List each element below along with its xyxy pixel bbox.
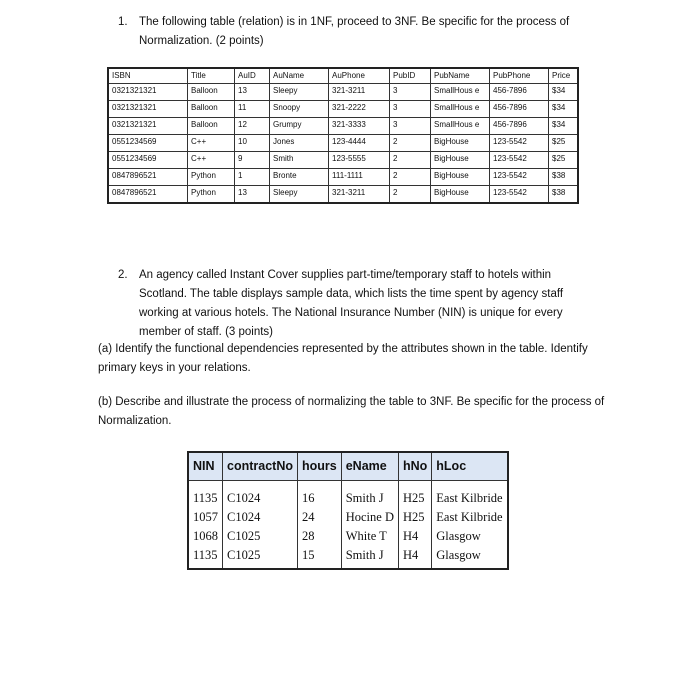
table-cell: 123-5542: [490, 135, 549, 152]
header-cell: AuName: [270, 68, 329, 84]
table-cell: Glasgow: [432, 546, 508, 569]
spacer-cell: [188, 481, 223, 490]
table-cell: 456-7896: [490, 101, 549, 118]
question-2-part-a: (a) Identify the functional dependencies represented by the attributes shown in the table. Identify primary keys in your relations.: [98, 343, 588, 374]
table-cell: Grumpy: [270, 118, 329, 135]
question-1-number: 1.: [118, 16, 128, 28]
table-row: [108, 169, 578, 186]
table-cell: Smith J: [341, 489, 398, 508]
table-cell: 2: [390, 169, 431, 186]
table-cell: 1068: [188, 527, 223, 546]
table-cell: Jones: [270, 135, 329, 152]
table-cell: $34: [549, 101, 579, 118]
table-cell: 10: [235, 135, 270, 152]
table-cell: Bronte: [270, 169, 329, 186]
table-cell: 0847896521: [108, 169, 188, 186]
table-cell: $25: [549, 152, 579, 169]
header-cell: Title: [188, 68, 235, 84]
table-cell: 1135: [188, 489, 223, 508]
table-row: [188, 489, 508, 508]
table-cell: 1135: [188, 546, 223, 569]
table-cell: 321-3211: [329, 84, 390, 101]
spacer-row: [188, 481, 508, 490]
header-cell: NIN: [188, 452, 223, 481]
header-cell: PubID: [390, 68, 431, 84]
header-cell: PubName: [431, 68, 490, 84]
table-row: [108, 186, 578, 204]
table-cell: Smith J: [341, 546, 398, 569]
table-cell: Python: [188, 169, 235, 186]
table-cell: 9: [235, 152, 270, 169]
table-cell: Balloon: [188, 101, 235, 118]
table-cell: 0847896521: [108, 186, 188, 204]
table-cell: $38: [549, 169, 579, 186]
spacer-cell: [223, 481, 298, 490]
table-cell: Smith: [270, 152, 329, 169]
table-cell: $34: [549, 84, 579, 101]
question-2-number: 2.: [118, 269, 128, 281]
table-row: [108, 84, 578, 101]
question-2-part-b: (b) Describe and illustrate the process of normalizing the table to 3NF. Be specific for the process of Normalization.: [98, 396, 605, 427]
header-cell: Price: [549, 68, 579, 84]
staff-table-header-row: [188, 452, 508, 481]
table-row: [188, 527, 508, 546]
table-row: [108, 101, 578, 118]
table-cell: 123-4444: [329, 135, 390, 152]
header-cell: hLoc: [432, 452, 508, 481]
table-row: [188, 546, 508, 569]
header-cell: hNo: [398, 452, 431, 481]
table-cell: 0321321321: [108, 118, 188, 135]
table-cell: C++: [188, 152, 235, 169]
table-cell: BigHouse: [431, 169, 490, 186]
table-cell: 12: [235, 118, 270, 135]
table-cell: 3: [390, 118, 431, 135]
header-cell: AuPhone: [329, 68, 390, 84]
table-cell: 24: [297, 508, 341, 527]
table-cell: 456-7896: [490, 84, 549, 101]
question-2-text: An agency called Instant Cover supplies part-time/temporary staff to hotels within Scotland. The table displays sample data, which lists the time spent by agency staff working at various hotels. The National Insurance Number (NIN) is unique for every member of staff. (3 points): [139, 269, 564, 338]
table-cell: $38: [549, 186, 579, 204]
table-cell: H25: [398, 489, 431, 508]
table-cell: H4: [398, 546, 431, 569]
table-cell: BigHouse: [431, 135, 490, 152]
table-cell: East Kilbride: [432, 489, 508, 508]
table-cell: SmallHous e: [431, 101, 490, 118]
table-cell: H25: [398, 508, 431, 527]
table-cell: C1024: [223, 489, 298, 508]
book-table-body: [108, 84, 578, 204]
table-cell: East Kilbride: [432, 508, 508, 527]
table-cell: 13: [235, 186, 270, 204]
spacer-cell: [432, 481, 508, 490]
table-cell: 1057: [188, 508, 223, 527]
table-cell: 1: [235, 169, 270, 186]
table-cell: H4: [398, 527, 431, 546]
table-cell: BigHouse: [431, 152, 490, 169]
table-cell: 321-2222: [329, 101, 390, 118]
table-cell: Glasgow: [432, 527, 508, 546]
header-cell: PubPhone: [490, 68, 549, 84]
table-row: [108, 118, 578, 135]
table-cell: BigHouse: [431, 186, 490, 204]
header-cell: eName: [341, 452, 398, 481]
table-cell: C++: [188, 135, 235, 152]
table-cell: 13: [235, 84, 270, 101]
table-cell: Sleepy: [270, 84, 329, 101]
table-cell: 28: [297, 527, 341, 546]
table-cell: SmallHous e: [431, 118, 490, 135]
table-cell: $34: [549, 118, 579, 135]
table-cell: 321-3211: [329, 186, 390, 204]
table-cell: 2: [390, 152, 431, 169]
table-cell: 111-1111: [329, 169, 390, 186]
table-cell: C1025: [223, 546, 298, 569]
table-cell: 0551234569: [108, 135, 188, 152]
table-row: [108, 152, 578, 169]
header-cell: contractNo: [223, 452, 298, 481]
question-1-text: The following table (relation) is in 1NF, proceed to 3NF. Be specific for the process of Normalization. (2 points): [139, 16, 570, 47]
table-cell: 123-5542: [490, 186, 549, 204]
table-cell: 2: [390, 186, 431, 204]
question-2: [118, 266, 588, 342]
header-cell: AuID: [235, 68, 270, 84]
table-cell: Balloon: [188, 118, 235, 135]
table-cell: 456-7896: [490, 118, 549, 135]
spacer-cell: [341, 481, 398, 490]
header-cell: hours: [297, 452, 341, 481]
table-cell: 3: [390, 84, 431, 101]
table-cell: Snoopy: [270, 101, 329, 118]
table-cell: SmallHous e: [431, 84, 490, 101]
table-cell: White T: [341, 527, 398, 546]
table-cell: 3: [390, 101, 431, 118]
book-table: [107, 67, 579, 204]
table-cell: 0321321321: [108, 84, 188, 101]
table-cell: 15: [297, 546, 341, 569]
table-row: [108, 135, 578, 152]
table-cell: 321-3333: [329, 118, 390, 135]
table-cell: C1025: [223, 527, 298, 546]
staff-hours-table: [187, 451, 509, 570]
table-cell: 123-5555: [329, 152, 390, 169]
table-cell: $25: [549, 135, 579, 152]
table-cell: 0321321321: [108, 101, 188, 118]
table-cell: 11: [235, 101, 270, 118]
header-cell: ISBN: [108, 68, 188, 84]
book-table-header-row: [108, 68, 578, 84]
spacer-cell: [297, 481, 341, 490]
table-cell: Balloon: [188, 84, 235, 101]
table-cell: C1024: [223, 508, 298, 527]
table-row: [188, 508, 508, 527]
spacer-cell: [398, 481, 431, 490]
table-cell: 123-5542: [490, 169, 549, 186]
table-cell: 123-5542: [490, 152, 549, 169]
table-cell: Python: [188, 186, 235, 204]
staff-table-body: [188, 481, 508, 570]
table-cell: 2: [390, 135, 431, 152]
question-1: [118, 13, 598, 51]
table-cell: Hocine D: [341, 508, 398, 527]
table-cell: 0551234569: [108, 152, 188, 169]
table-cell: Sleepy: [270, 186, 329, 204]
table-cell: 16: [297, 489, 341, 508]
